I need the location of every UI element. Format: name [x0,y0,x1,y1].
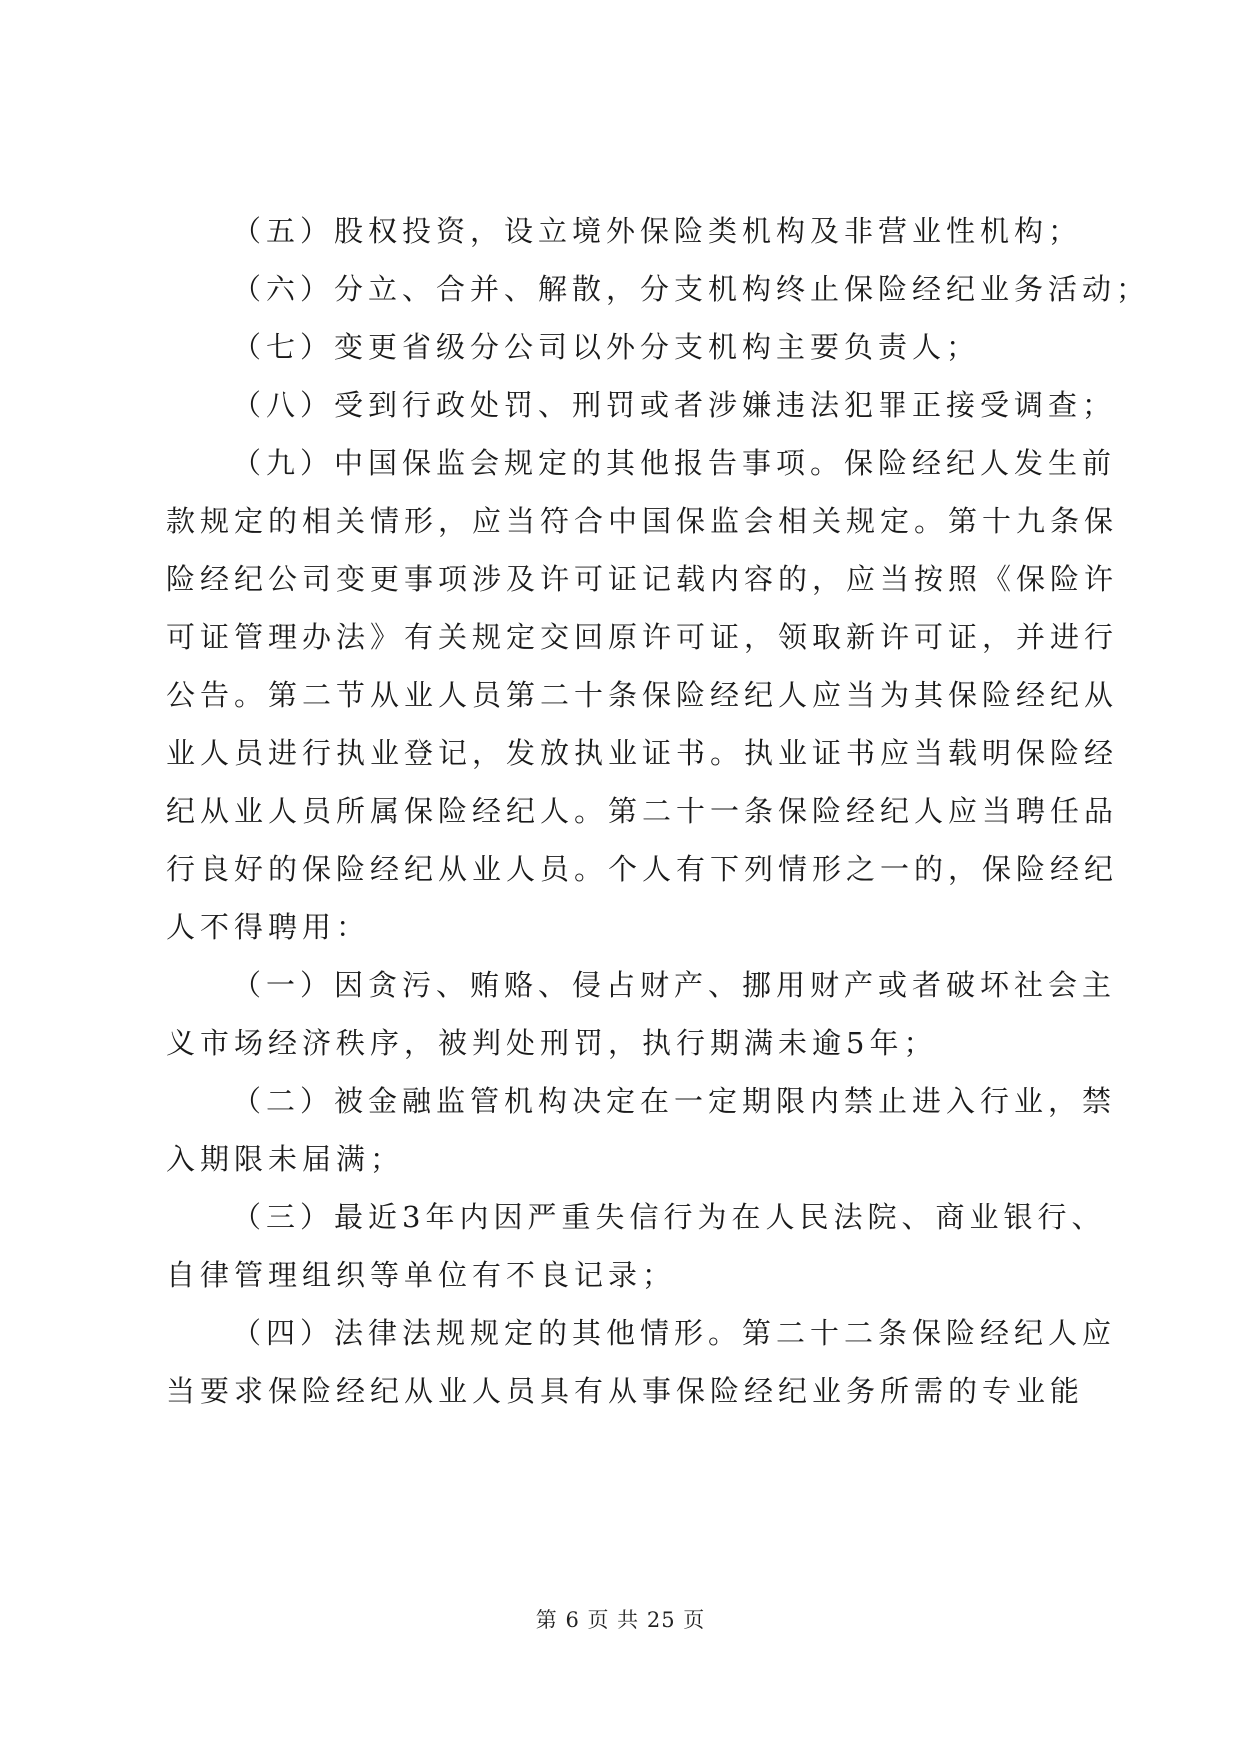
text-line: （七）变更省级分公司以外分支机构主要负责人； [232,330,981,364]
text-line: 行良好的保险经纪从业人员。个人有下列情形之一的，保险经纪 [166,852,1119,886]
text-line: （四）法律法规规定的其他情形。第二十二条保险经纪人应 [232,1316,1117,1350]
text-line: 自律管理组织等单位有不良记录； [166,1258,677,1292]
text-line: 入期限未届满； [166,1142,405,1176]
page-footer: 第 6 页 共 25 页 [535,1608,706,1632]
text-line: （五）股权投资，设立境外保险类机构及非营业性机构； [232,214,1083,248]
text-line: （三）最近3年内因严重失信行为在人民法院、商业银行、 [232,1200,1106,1234]
text-line: （二）被金融监管机构决定在一定期限内禁止进入行业，禁 [232,1084,1117,1118]
text-line: 人不得聘用： [166,910,371,944]
text-line: 当要求保险经纪从业人员具有从事保险经纪业务所需的专业能 [166,1374,1085,1408]
text-line: 公告。第二节从业人员第二十条保险经纪人应当为其保险经纪从 [166,678,1119,712]
text-line: （九）中国保监会规定的其他报告事项。保险经纪人发生前 [232,446,1117,480]
text-line: （六）分立、合并、解散，分支机构终止保险经纪业务活动； [232,272,1151,306]
text-line: 险经纪公司变更事项涉及许可证记载内容的，应当按照《保险许 [166,562,1119,596]
text-line: 款规定的相关情形，应当符合中国保监会相关规定。第十九条保 [166,504,1119,538]
text-line: （八）受到行政处罚、刑罚或者涉嫌违法犯罪正接受调查； [232,388,1117,422]
text-line: （一）因贪污、贿赂、侵占财产、挪用财产或者破坏社会主 [232,968,1117,1002]
text-line: 业人员进行执业登记，发放执业证书。执业证书应当载明保险经 [166,736,1119,770]
text-line: 可证管理办法》有关规定交回原许可证，领取新许可证，并进行 [166,620,1119,654]
text-line: 义市场经济秩序，被判处刑罚，执行期满未逾5年； [166,1026,938,1060]
text-line: 纪从业人员所属保险经纪人。第二十一条保险经纪人应当聘任品 [166,794,1119,828]
